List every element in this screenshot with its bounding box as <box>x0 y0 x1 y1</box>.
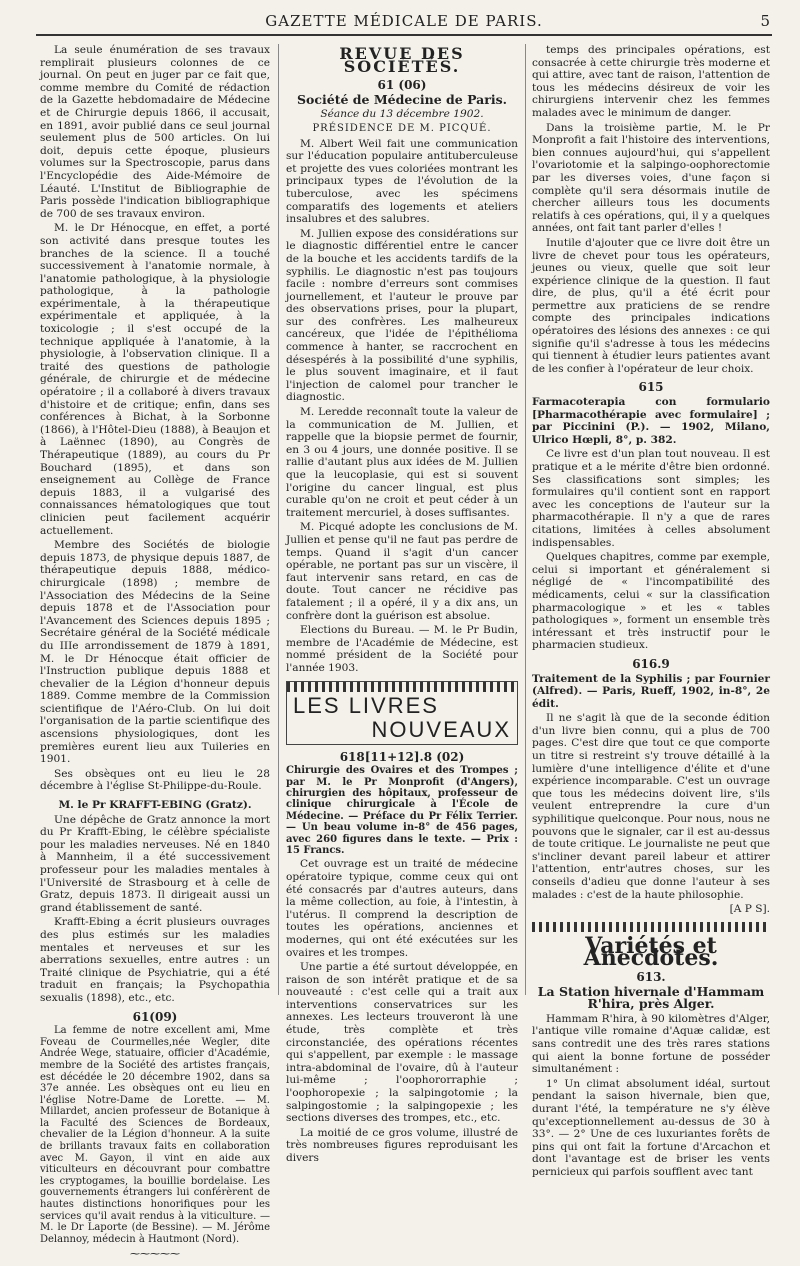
paragraph: 1° Un climat absolument idéal, surtout pendant la saison hivernale, bien que, durant l'été, la température ne s'y élève qu'exceptionnellement au-dessus de 30 à 33°. — 2° Une de ces luxuriantes forêts de pins qui ont fait la fortune d'Arcachon et dont l'avantage est de briser les vents pernicieux qui parfois soufflent avec tant <box>532 1077 770 1178</box>
paragraph: Inutile d'ajouter que ce livre doit être un livre de chevet pour tous les opérateurs, jeunes ou vieux, quelle que soit leur expérience clinique de la question. Il faut dire, de plus, qu'il a été écrit pour permettre aux praticiens de se rendre compte des principales indications opératoires des lésions des annexes : ce qui signifie qu'il s'adresse à tous les médecins qui tiennent à étudier leurs patientes avant de les confier à l'opérateur de leur choix. <box>532 236 770 375</box>
new-books-title <box>287 692 517 744</box>
section-title: REVUE DES SOCIÉTÉS. <box>339 44 465 76</box>
paragraph: M. Albert Weil fait une communication sur l'éducation populaire antituberculeuse et projette des vues coloriées montrant les principaux types de l'évolution de la tuberculose, avec les spécimens comparatifs des logements et ateliers insalubres et des salubres. <box>286 137 518 226</box>
classification-number: 613. <box>636 969 666 984</box>
column-divider <box>278 44 279 995</box>
decorative-border <box>532 922 770 932</box>
paragraph: Hammam R'hira, à 90 kilomètres d'Alger, l'antique ville romaine d'Aquæ calidæ, est sans contredit une des très rares stations qui aient la bonne fortune de posséder simultanément : <box>532 1012 770 1076</box>
paragraph: Ses obsèques ont eu lieu le 28 décembre à l'église St-Philippe-du-Roule. <box>40 767 270 793</box>
book-reference: Chirurgie des Ovaires et des Trompes ; par M. le Pr Monprofit (d'Angers), chirurgien des hôpitaux, professeur de clinique chirurgicale à l'École de Médecine. — Préface du Pr Félix Terrier. — Un beau volume in-8° de 456 pages, avec 260 figures dans le texte. — Prix : 15 Francs. <box>286 765 518 856</box>
column-2 <box>286 44 518 1167</box>
book-reference: Traitement de la Syphilis ; par Fournier (Alfred). — Paris, Rueff, 1902, in-8°, 2e édit. <box>532 672 770 710</box>
journal-title: GAZETTE MÉDICALE DE PARIS. <box>265 12 543 30</box>
paragraph: Il ne s'agit là que de la seconde édition d'un livre bien connu, qui a plus de 700 pages. C'est dire que tout ce que comporte un titre si restreint s'y trouve détaillé à la lumière d'une intelligence d'élite et d'une expérience incomparable. C'est un ouvrage que tous les médecins doivent lire, s'ils veulent entreprendre la cure d'un syphilitique quelconque. Pour nous, nous ne pouvons que le signaler, car il est au-dessus de toute critique. Le journaliste ne peut que s'incliner devant pareil labeur et attirer l'attention, entr'autres choses, sur les conseils d'adieu que donne l'auteur à ses malades : c'est de la haute philosophie. <box>532 712 770 901</box>
book-reference: Farmacoterapia con formulario [Pharmacothérapie avec formulaire] ; par Piccinini (P.). — 1902, Milano, Ulrico Hœpli, 8°, p. 382. <box>532 396 770 446</box>
column-divider <box>525 44 526 995</box>
column-3 <box>532 44 770 1180</box>
decorative-border <box>287 682 517 692</box>
paragraph: M. Leredde reconnaît toute la valeur de la communication de M. Jullien, et rappelle que la biopsie permet de fournir, en 3 ou 4 jours, une donnée positive. Il se rallie d'autant plus aux idées de M. Jullien que la leucoplasie, qui est si souvent l'origine du cancer lingual, est plus curable qu'on ne croit et peut céder à un traitement mercuriel, à doses suffisantes. <box>286 406 518 519</box>
session-date: Séance du 13 décembre 1902. <box>320 108 484 121</box>
paragraph: M. le Dr Hénocque, en effet, a porté son activité dans presque toutes les branches de la science. Il a touché successivement à l'anatomie normale, à l'anatomie pathologique, à la physiologie pathologique, à la pathologie expérimentale, à la thérapeutique expérimentale et appliquée, à la toxicologie ; il s'est occupé de la technique appliquée à l'anatomie, à la physiologie, à l'observation clinique. Il a traité des questions de pathologie générale, de chirurgie et de médecine opératoire ; il a collaboré à divers travaux d'histoire et de critique; enfin, dans ses conférences à Bichat, à la Sorbonne (1866), à l'Hôtel-Dieu (1888), à Beaujon et à Laënnec (1890), au Congrès de Thérapeutique (1889), au cours du Pr Bouchard (1895), et dans son enseignement au Collège de France depuis 1883, il a vulgarisé des connaissances hématologiques que tout clinicien peut facilement acquérir actuellement. <box>40 222 270 537</box>
classification-number: 61 (06) <box>377 78 427 93</box>
signature: [A P S]. <box>729 903 770 916</box>
paragraph: Krafft-Ebing a écrit plusieurs ouvrages des plus estimés sur les maladies mentales et nerveuses et sur les aberrations sexuelles, entre autres : un Traité clinique de Psychiatrie, qui a été traduit en français; la Psychopathia sexualis (1898), etc., etc. <box>40 916 270 1004</box>
paragraph: La seule énumération de ses travaux remplirait plusieurs colonnes de ce journal. On peut en juger par ce fait que, comme membre du Comité de rédaction de la Gazette hebdomadaire de Médecine et de Chirurgie depuis 1866, il accusait, en 1891, avoir publié dans ce seul journal seulement plus de 500 articles. On lui doit, depuis cette époque, plusieurs volumes sur la Spectroscopie, parus dans l'Encyclopédie des Aide-Mémoire de Léauté. L'Institut de Bibliographie de Paris possède l'indication bibliographique de 700 de ses travaux environ. <box>40 44 270 220</box>
paragraph: La femme de notre excellent ami, Mme Foveau de Courmelles,née Wegler, dite Andrée Wege, statuaire, officier d'Académie, membre de la Société des artistes français, est décédée le 20 décembre 1902, dans sa 37e année. Les obsèques ont eu lieu en l'église Notre-Dame de Lorette. — M. Millardet, ancien professeur de Botanique à la Faculté des Sciences de Bordeaux, chevalier de la Légion d'honneur. A la suite de brillants travaux faits en collaboration avec M. Gayon, il vint en aide aux viticulteurs en découvrant pour combattre les cryptogames, la bouillie bordelaise. Les gouvernements étrangers lui conférèrent de hautes distinctions honorifiques pour les services qu'il avait rendus à la viticulture. — M. le Dr Laporte (de Bessine). — M. Jérôme Delannoy, médecin à Hautmont (Nord). <box>40 1025 270 1245</box>
article-title: La Station hivernale d'Hammam R'hira, près Alger. <box>537 983 765 1012</box>
banner-line-2: NOUVEAUX <box>371 716 511 742</box>
presidency: PRÉSIDENCE DE M. PICQUÉ. <box>312 122 492 134</box>
section-title: Variétés et Anecdotes. <box>583 932 719 972</box>
paragraph: Une dépêche de Gratz annonce la mort du Pr Krafft-Ebing, le célèbre spécialiste pour les maladies nerveuses. Né en 1840 à Mannheim, il a été successivement professeur pour les maladies mentales à l'Université de Strasbourg et à celle de Gratz, depuis 1873. Il dirigeait aussi un grand établissement de santé. <box>40 813 270 914</box>
page-number: 5 <box>760 12 770 30</box>
page-header <box>36 10 772 36</box>
ornament-divider: ⁓⁓⁓⁓⁓ <box>130 1249 180 1261</box>
paragraph: Elections du Bureau. — M. le Pr Budin, membre de l'Académie de Médecine, est nommé président de la Société pour l'année 1903. <box>286 624 518 674</box>
classification-number: 618[11+12].8 (02) <box>339 749 465 764</box>
paragraph: M. Jullien expose des considérations sur le diagnostic différentiel entre le cancer de la bouche et les accidents tardifs de la syphilis. Le diagnostic n'est pas toujours facile : nombre d'erreurs sont commises journellement, et l'auteur le prouve par des observations prises, pour la plupart, sur des confrères. Les malheureux cancéreux, que l'idée de l'épithélioma commence à hanter, se raccrochent en désespérés à la possibilité d'une syphilis, le plus souvent imaginaire, et il faut l'injection de calomel pour trancher le diagnostic. <box>286 227 518 404</box>
paragraph: Une partie a été surtout développée, en raison de son intérêt pratique et de sa nouveauté : c'est celle qui a trait aux interventions conservatrices sur les annexes. Les lecteurs trouveront là une étude, très complète et très circonstanciée, des opérations récentes qui s'appellent, par exemple : le massage intra-abdominal de l'ovaire, dû à l'auteur lui-même ; l'oophororraphie ; l'oophoropexie ; la salpingotomie ; la salpingostomie ; la salpingopexie ; les sections diverses des trompes, etc., etc. <box>286 961 518 1125</box>
column-1 <box>40 44 270 1266</box>
paragraph: Quelques chapitres, comme par exemple, celui si important et généralement si négligé de « l'incompatibilité des médicaments, celui « sur la classification pharmacologique » et les « tables pathologiques », forment un ensemble très intéressant et très instructif pour le pharmacien studieux. <box>532 551 770 652</box>
new-books-banner <box>286 681 518 745</box>
classification-number: 61(09) <box>132 1009 178 1024</box>
paragraph: Ce livre est d'un plan tout nouveau. Il est pratique et a le mérite d'être bien ordonné. Ses classifications sont simples; les formulaires qu'il contient sont en rapport avec les conceptions de l'auteur sur la pharmacothérapie. Il n'y a que de rares citations, limitées à celles absolument indispensables. <box>532 448 770 549</box>
paragraph: Dans la troisième partie, M. le Pr Monprofit a fait l'histoire des interventions, bien connues aujourd'hui, qui s'appellent l'ovariotomie et la salpingo-oophorectomie par les diverses voies, d'une façon si complète qu'il sera désormais inutile de chercher ailleurs tous les documents relatifs à ces opérations, qui, il y a quelques années, ont fait tant parler d'elles ! <box>532 121 770 235</box>
classification-number: 615 <box>638 380 664 395</box>
paragraph: La moitié de ce gros volume, illustré de très nombreuses figures reproduisant les divers <box>286 1126 518 1164</box>
paragraph: Membre des Sociétés de biologie depuis 1873, de physique depuis 1887, de thérapeutique depuis 1888, médico-chirurgicale (1898) ; membre de l'Association des Médecins de la Seine depuis 1878 et de l'Association pour l'Avancement des Sciences depuis 1895 ; Secrétaire général de la Société médicale du IIIe arrondissement de 1879 à 1891, M. le Dr Hénocque était officier de l'Instruction publique depuis 1888 et chevalier de la Légion d'honneur depuis 1889. Comme membre de la Commission scientifique de l'Aéro-Club. On lui doit l'organisation de la partie scientifique des ascensions physiologiques, dont les premières eurent lieu aux Tuileries en 1901. <box>40 539 270 766</box>
obituary-heading: M. le Pr KRAFFT-EBING (Gratz). <box>58 799 252 812</box>
paragraph: Cet ouvrage est un traité de médecine opératoire typique, comme ceux qui ont été consacrés par d'autres auteurs, dans la même collection, au foie, à l'intestin, à l'utérus. Il comprend la description de toutes les opérations, anciennes et modernes, qui ont été exécutées sur les ovaires et les trompes. <box>286 858 518 959</box>
paragraph: temps des principales opérations, est consacrée à cette chirurgie très moderne et qui attire, avec tant de raison, l'attention de tous les médecins désireux de voir les chirurgiens intervenir chez les femmes malades avec le minimum de danger. <box>532 44 770 119</box>
banner-line-1: LES LIVRES <box>293 692 439 718</box>
society-name: Société de Médecine de Paris. <box>297 91 507 107</box>
paragraph: M. Picqué adopte les conclusions de M. Jullien et pense qu'il ne faut pas perdre de temps. Quand il s'agit d'un cancer opérable, ne portant pas sur un viscère, il faut intervenir sans retard, en cas de doute. Tout cancer ne récidive pas fatalement ; il a opéré, il y a dix ans, un confrère dont la guérison est absolue. <box>286 521 518 622</box>
classification-number: 616.9 <box>632 656 670 671</box>
